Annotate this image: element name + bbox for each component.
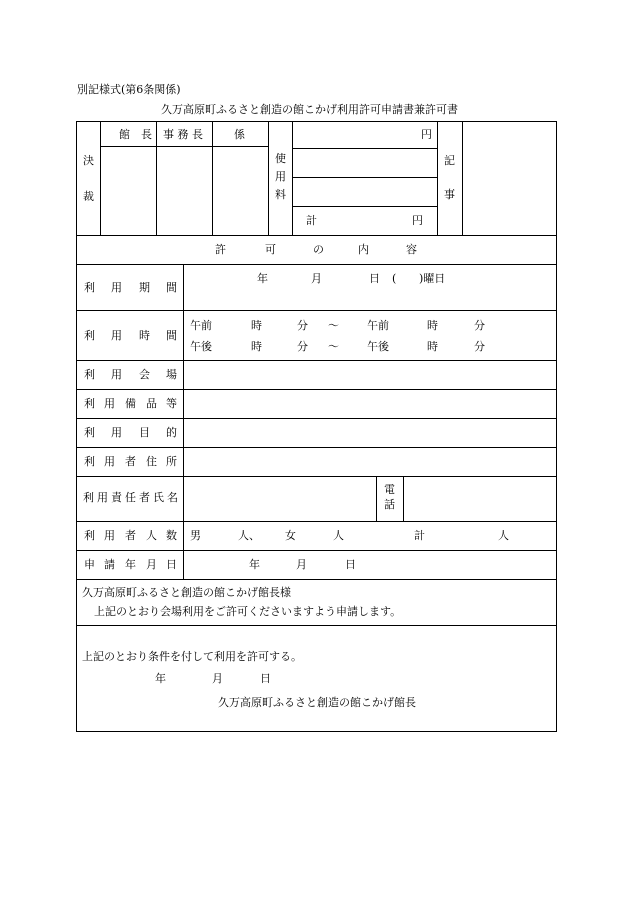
divider	[76, 418, 556, 419]
count-total: 計	[414, 529, 425, 542]
divider	[76, 476, 556, 477]
divider	[156, 121, 157, 235]
row-label: 用	[104, 455, 115, 468]
count-female: 女	[285, 529, 296, 542]
period-weekday: )曜日	[419, 272, 446, 285]
permission-heading: 内	[358, 243, 369, 256]
grant-month: 月	[212, 672, 223, 685]
col-staff: 係	[234, 128, 245, 141]
time-minute: 分	[297, 319, 308, 332]
divider	[292, 148, 437, 149]
row-label: 品	[146, 397, 157, 410]
row-label: 利用責任者氏名	[83, 491, 181, 504]
divider	[292, 206, 437, 207]
divider	[76, 360, 556, 361]
time-hour: 時	[251, 319, 262, 332]
row-label: 目	[139, 426, 150, 439]
divider	[268, 121, 269, 235]
row-label: 的	[166, 426, 177, 439]
time-hour: 時	[427, 340, 438, 353]
divider	[76, 389, 556, 390]
time-hour: 時	[427, 319, 438, 332]
approval-label: 決	[83, 154, 94, 167]
row-label: 申	[84, 558, 95, 571]
time-hour: 時	[251, 340, 262, 353]
row-label: 用	[111, 281, 122, 294]
row-label: 請	[104, 558, 115, 571]
col-director-1: 館	[119, 128, 130, 141]
notes-label: 事	[444, 188, 455, 201]
divider	[76, 625, 556, 626]
divider	[183, 264, 184, 579]
divider	[292, 177, 437, 178]
date-day: 日	[345, 558, 356, 571]
row-label: 年	[125, 558, 136, 571]
period-day: 日	[369, 272, 380, 285]
count-female-unit: 人	[333, 529, 344, 542]
time-tilde: ～	[328, 319, 339, 332]
divider	[462, 121, 463, 235]
row-label: 所	[166, 455, 177, 468]
time-end-pm: 午後	[367, 340, 389, 353]
fee-total-yen: 円	[412, 214, 423, 227]
divider	[376, 476, 377, 521]
col-secretary: 事 務 長	[163, 128, 203, 141]
row-label: 会	[139, 368, 150, 381]
row-label: 利	[84, 281, 95, 294]
grant-signer: 久万高原町ふるさと創造の館こかげ館長	[218, 696, 416, 709]
row-label: 利	[84, 329, 95, 342]
row-label: 者	[125, 455, 136, 468]
period-year: 年	[257, 272, 268, 285]
row-label: 間	[166, 329, 177, 342]
count-male-unit: 人、	[238, 529, 260, 542]
time-minute: 分	[297, 340, 308, 353]
fee-total-label: 計	[306, 214, 317, 227]
application-addressee: 久万高原町ふるさと創造の館こかげ館長様	[82, 586, 291, 599]
row-label: 用	[111, 329, 122, 342]
permission-heading: の	[313, 243, 324, 256]
row-label: 利	[84, 529, 95, 542]
divider	[403, 476, 404, 521]
date-year: 年	[249, 558, 260, 571]
divider	[100, 121, 101, 235]
row-label: 利	[84, 397, 95, 410]
count-male: 男	[190, 529, 201, 542]
divider	[437, 121, 438, 235]
notes-label: 記	[444, 154, 455, 167]
time-start-pm: 午後	[190, 340, 212, 353]
row-label: 用	[104, 397, 115, 410]
annex-label: 別記様式(第6条関係)	[77, 83, 181, 96]
period-month: 月	[311, 272, 322, 285]
row-label: 期	[139, 281, 150, 294]
phone-label: 話	[384, 498, 395, 511]
row-label: 住	[146, 455, 157, 468]
row-label: 等	[166, 397, 177, 410]
grant-day: 日	[260, 672, 271, 685]
fee-label: 料	[275, 188, 286, 201]
grant-body: 上記のとおり条件を付して利用を許可する。	[82, 650, 302, 663]
period-paren: (	[392, 272, 397, 285]
divider	[100, 146, 268, 147]
approval-label: 裁	[83, 190, 94, 203]
divider	[76, 579, 556, 580]
phone-label: 電	[384, 483, 395, 496]
time-tilde: ～	[328, 340, 339, 353]
row-label: 日	[166, 558, 177, 571]
divider	[76, 447, 556, 448]
row-label: 時	[139, 329, 150, 342]
row-label: 利	[84, 426, 95, 439]
time-minute: 分	[474, 340, 485, 353]
time-minute: 分	[474, 319, 485, 332]
row-label: 数	[166, 529, 177, 542]
row-label: 月	[146, 558, 157, 571]
row-label: 間	[166, 281, 177, 294]
row-label: 利	[84, 368, 95, 381]
divider	[76, 235, 556, 236]
fee-yen: 円	[421, 128, 432, 141]
row-label: 用	[104, 529, 115, 542]
application-body: 上記のとおり会場利用をご許可くださいますよう申請します。	[94, 605, 402, 618]
col-director-2: 長	[141, 128, 152, 141]
row-label: 人	[146, 529, 157, 542]
divider	[212, 121, 213, 235]
divider	[76, 550, 556, 551]
fee-label: 用	[275, 170, 286, 183]
row-label: 用	[111, 426, 122, 439]
row-label: 利	[84, 455, 95, 468]
permission-heading: 容	[406, 243, 417, 256]
time-start-am: 午前	[190, 319, 212, 332]
count-total-unit: 人	[498, 529, 509, 542]
divider	[292, 121, 293, 235]
grant-year: 年	[155, 672, 166, 685]
row-label: 場	[166, 368, 177, 381]
permission-heading: 可	[265, 243, 276, 256]
fee-label: 使	[275, 152, 286, 165]
row-label: 者	[125, 529, 136, 542]
divider	[76, 521, 556, 522]
time-end-am: 午前	[367, 319, 389, 332]
form-title: 久万高原町ふるさと創造の館こかげ利用許可申請書兼許可書	[161, 103, 458, 116]
row-label: 備	[125, 397, 136, 410]
row-label: 用	[111, 368, 122, 381]
divider	[76, 264, 556, 265]
date-month: 月	[296, 558, 307, 571]
divider	[76, 310, 556, 311]
permission-heading: 許	[215, 243, 226, 256]
